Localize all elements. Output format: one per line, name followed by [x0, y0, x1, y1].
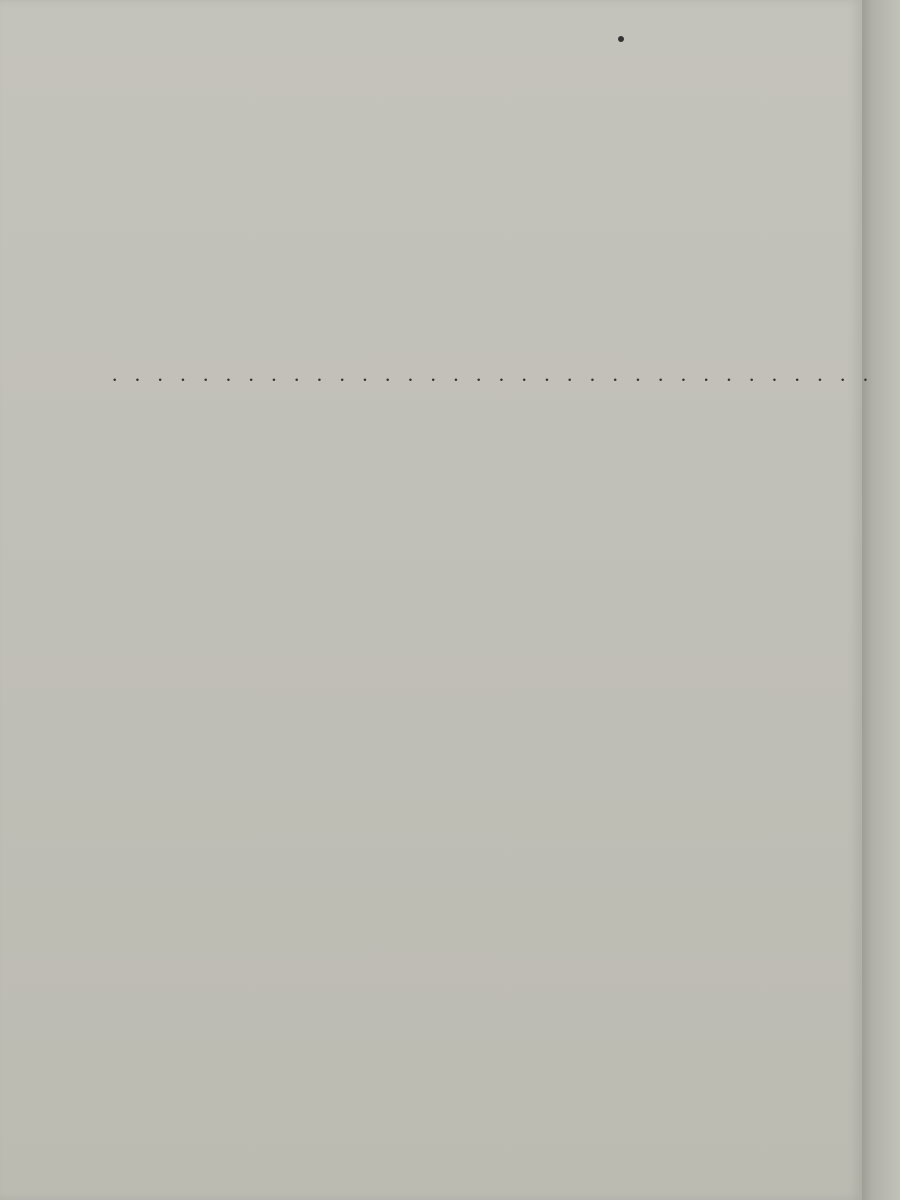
paper-speck	[618, 36, 624, 42]
leader-dots: . . . . . . . . . . . . . . . . . . . . . . . . . . . . . . . . . .	[112, 362, 875, 386]
page-edge	[862, 0, 900, 1200]
toc-entry-book-one	[104, 360, 875, 389]
